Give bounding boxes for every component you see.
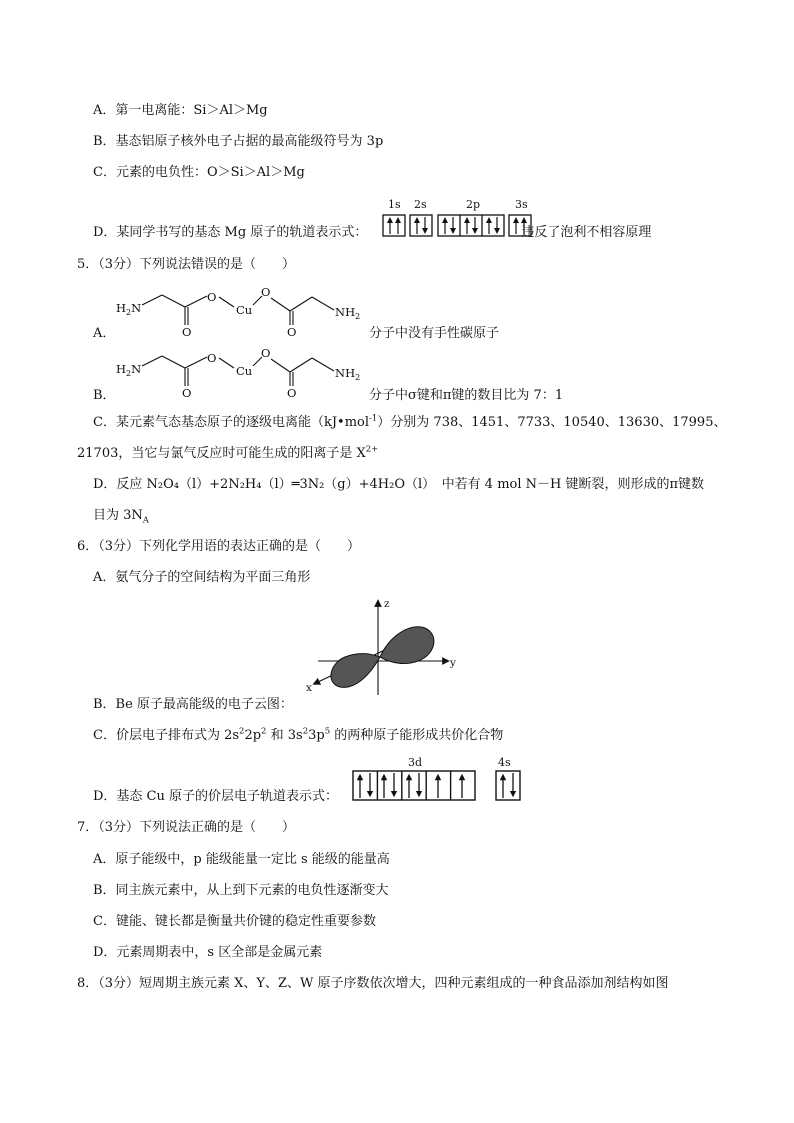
q6-option-a: A．氨气分子的空间结构为平面三角形 [93, 570, 311, 585]
cu-valence-orbital-diagram [352, 769, 524, 803]
q6-option-d: D．基态 Cu 原子的价层电子轨道表示式： [93, 789, 339, 804]
svg-text:x: x [306, 682, 312, 694]
orbital-label-3s: 3s [515, 198, 528, 211]
orbital-label-2p: 2p [466, 198, 481, 211]
q6-option-c: C．价层电子排布式为 $2s^22p^2$ 和 $3s^23p^5$ 的两种原子能形成共价化合物 [93, 726, 504, 743]
svg-text:O: O [287, 325, 297, 339]
q5-option-a-prefix: A． [93, 326, 116, 341]
svg-text:H2N: $H_2N$ [116, 362, 142, 378]
q8-stem: 8．（3分）短周期主族元素 X、Y、Z、W 原子序数依次增大，四种元素组成的一种食品添加剂结构如图 [77, 976, 669, 991]
orbital-label-2s: 2s [414, 198, 427, 211]
q5-option-c-line2: 21703，当它与氯气反应时可能生成的阳离子是 $X^{2+}$ [77, 444, 379, 461]
svg-text:H2N: $H_2N$ [116, 301, 142, 317]
q5-option-d-line1: D．反应 N₂O₄（l）+2N₂H₄（l）═3N₂（g）+4H₂O（l） 中若有 4 mol N－H 键断裂，则形成的π键数 [93, 477, 705, 492]
q4-option-d [93, 224, 651, 242]
svg-text:z: z [384, 598, 390, 610]
svg-text:O: O [287, 386, 297, 400]
q4-option-b: B．基态铝原子核外电子占据的最高能级符号为 3p [93, 134, 384, 149]
q4-option-a: A．第一电离能：Si＞Al＞Mg [93, 103, 268, 118]
q5-option-c-line1: C．某元素气态基态原子的逐级电离能（kJ•mol$^{-1}$）分别为 738、1451、7733、10540、13630、17995、 [93, 413, 727, 430]
svg-text:O: O [207, 351, 217, 365]
q5-option-b-prefix: B． [93, 388, 116, 403]
svg-text:O: O [182, 386, 192, 400]
q7-option-b: B．同主族元素中，从上到下元素的电负性逐渐变大 [93, 883, 389, 898]
svg-text:y: y [450, 657, 456, 669]
q7-stem: 7．（3分）下列说法正确的是（ ） [77, 820, 296, 835]
q5-option-b-text: 分子中σ键和π键的数目比为 7：1 [369, 388, 564, 403]
copper-glycinate-structure-a [112, 283, 372, 343]
svg-text:Cu: Cu [236, 364, 253, 378]
svg-text:NH2: $NH_2$ [335, 366, 361, 382]
copper-glycinate-structure-b [112, 344, 372, 404]
orbital-label-3d: 3d [408, 756, 423, 769]
svg-text:NH2: $NH_2$ [335, 305, 361, 321]
svg-text:O: O [261, 346, 271, 360]
mg-orbital-diagram [382, 213, 534, 239]
q6-stem: 6．（3分）下列化学用语的表达正确的是（ ） [77, 539, 361, 554]
q5-stem: 5．（3分）下列说法错误的是（ ） [77, 257, 296, 272]
q4-option-c: C．元素的电负性：O＞Si＞Al＞Mg [93, 165, 305, 180]
svg-text:Cu: Cu [236, 303, 253, 317]
svg-text:O: O [207, 290, 217, 304]
orbital-label-1s: 1s [388, 198, 401, 211]
orbital-label-4s: 4s [498, 756, 511, 769]
p-orbital-cloud-diagram [300, 595, 470, 700]
q7-option-c: C．键能、键长都是衡量共价键的稳定性重要参数 [93, 914, 376, 929]
q7-option-a: A．原子能级中，p 能级能量一定比 s 能级的能量高 [93, 852, 390, 867]
q4-option-d-prefix: D．某同学书写的基态 Mg 原子的轨道表示式： [93, 225, 368, 240]
svg-text:O: O [261, 285, 271, 299]
q6-option-b: B．Be 原子最高能级的电子云图： [93, 697, 293, 712]
q5-option-d-line2: 目为 $3N_A$ [93, 508, 149, 526]
svg-text:O: O [182, 325, 192, 339]
q5-option-a-text: 分子中没有手性碳原子 [369, 326, 500, 341]
q4-option-d-suffix: 违反了泡利不相容原理 [521, 225, 652, 240]
q7-option-d: D．元素周期表中，s 区全部是金属元素 [93, 945, 323, 960]
